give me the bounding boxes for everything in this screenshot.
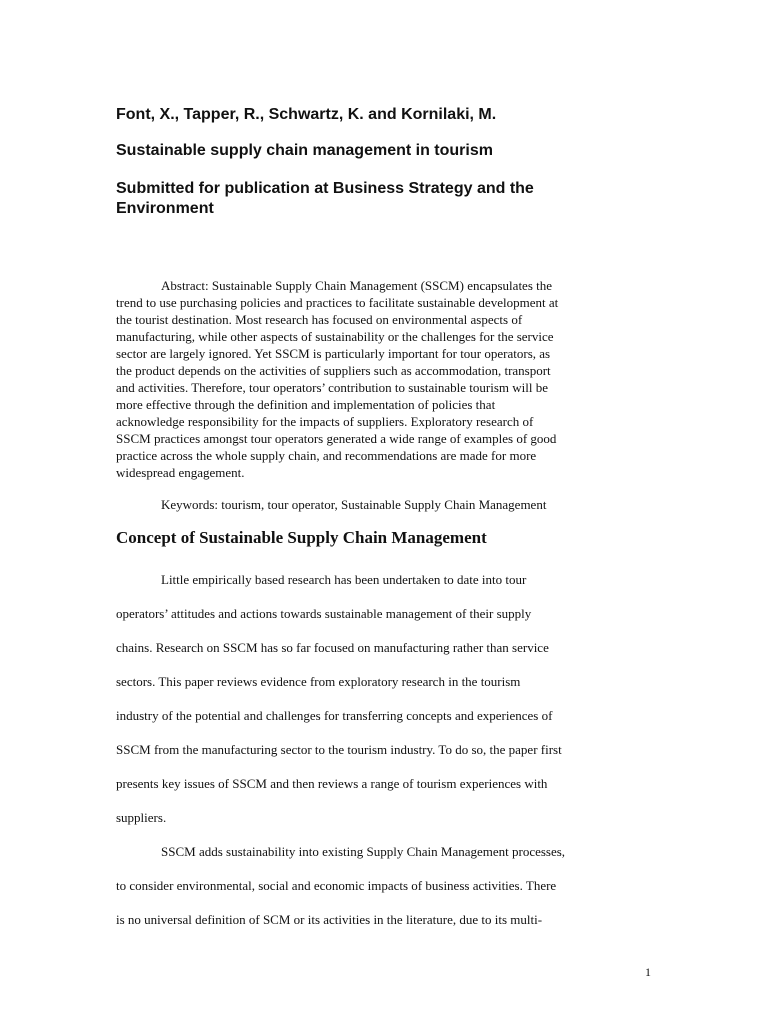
body-line: industry of the potential and challenges for transferring concepts and experiences of (116, 708, 553, 723)
keywords: Keywords: tourism, tour operator, Sustainable Supply Chain Management (161, 497, 547, 512)
body-line: to consider environmental, social and economic impacts of business activities. There (116, 878, 557, 893)
abstract-line: practice across the whole supply chain, and recommendations are made for more (116, 448, 537, 463)
paper-title: Sustainable supply chain management in tourism (116, 142, 493, 159)
body-line: SSCM adds sustainability into existing Supply Chain Management processes, (161, 844, 566, 859)
body-line: presents key issues of SSCM and then reviews a range of tourism experiences with (116, 776, 548, 791)
abstract-line: more effective through the definition and implementation of policies that (116, 397, 496, 412)
abstract-line: and activities. Therefore, tour operators’ contribution to sustainable tourism will be (116, 380, 549, 395)
abstract-line: SSCM practices amongst tour operators generated a wide range of examples of good (116, 431, 557, 446)
page-number: 1 (645, 965, 651, 979)
body-line: suppliers. (116, 810, 167, 825)
abstract-line: Abstract: Sustainable Supply Chain Management (SSCM) encapsulates the (161, 278, 553, 293)
body-line: SSCM from the manufacturing sector to the tourism industry. To do so, the paper first (116, 742, 562, 757)
abstract-line: widespread engagement. (116, 465, 245, 480)
abstract-line: sector are largely ignored. Yet SSCM is particularly important for tour operators, as (116, 346, 551, 361)
abstract-line: manufacturing, while other aspects of sustainability or the challenges for the service (116, 329, 554, 344)
body-paragraph-2 (116, 843, 676, 945)
body-line: chains. Research on SSCM has so far focused on manufacturing rather than service (116, 640, 549, 655)
section-heading: Concept of Sustainable Supply Chain Management (116, 528, 487, 547)
body-paragraph-1 (116, 571, 676, 843)
body-line: is no universal definition of SCM or its activities in the literature, due to its multi- (116, 912, 543, 927)
submission-note (116, 179, 636, 219)
abstract-line: the tourist destination. Most research has focused on environmental aspects of (116, 312, 523, 327)
author-list: Font, X., Tapper, R., Schwartz, K. and Kornilaki, M. (116, 106, 497, 123)
abstract-line: the product depends on the activities of suppliers such as accommodation, transport (116, 363, 551, 378)
body-line: operators’ attitudes and actions towards sustainable management of their supply (116, 606, 532, 621)
abstract-line: acknowledge responsibility for the impacts of suppliers. Exploratory research of (116, 414, 534, 429)
submission-note-line-2: Environment (116, 200, 214, 217)
body-line: sectors. This paper reviews evidence from exploratory research in the tourism (116, 674, 521, 689)
submission-note-line-1: Submitted for publication at Business Strategy and the (116, 180, 534, 197)
abstract (116, 277, 656, 481)
body-line: Little empirically based research has been undertaken to date into tour (161, 572, 527, 587)
abstract-line: trend to use purchasing policies and practices to facilitate sustainable development at (116, 295, 559, 310)
